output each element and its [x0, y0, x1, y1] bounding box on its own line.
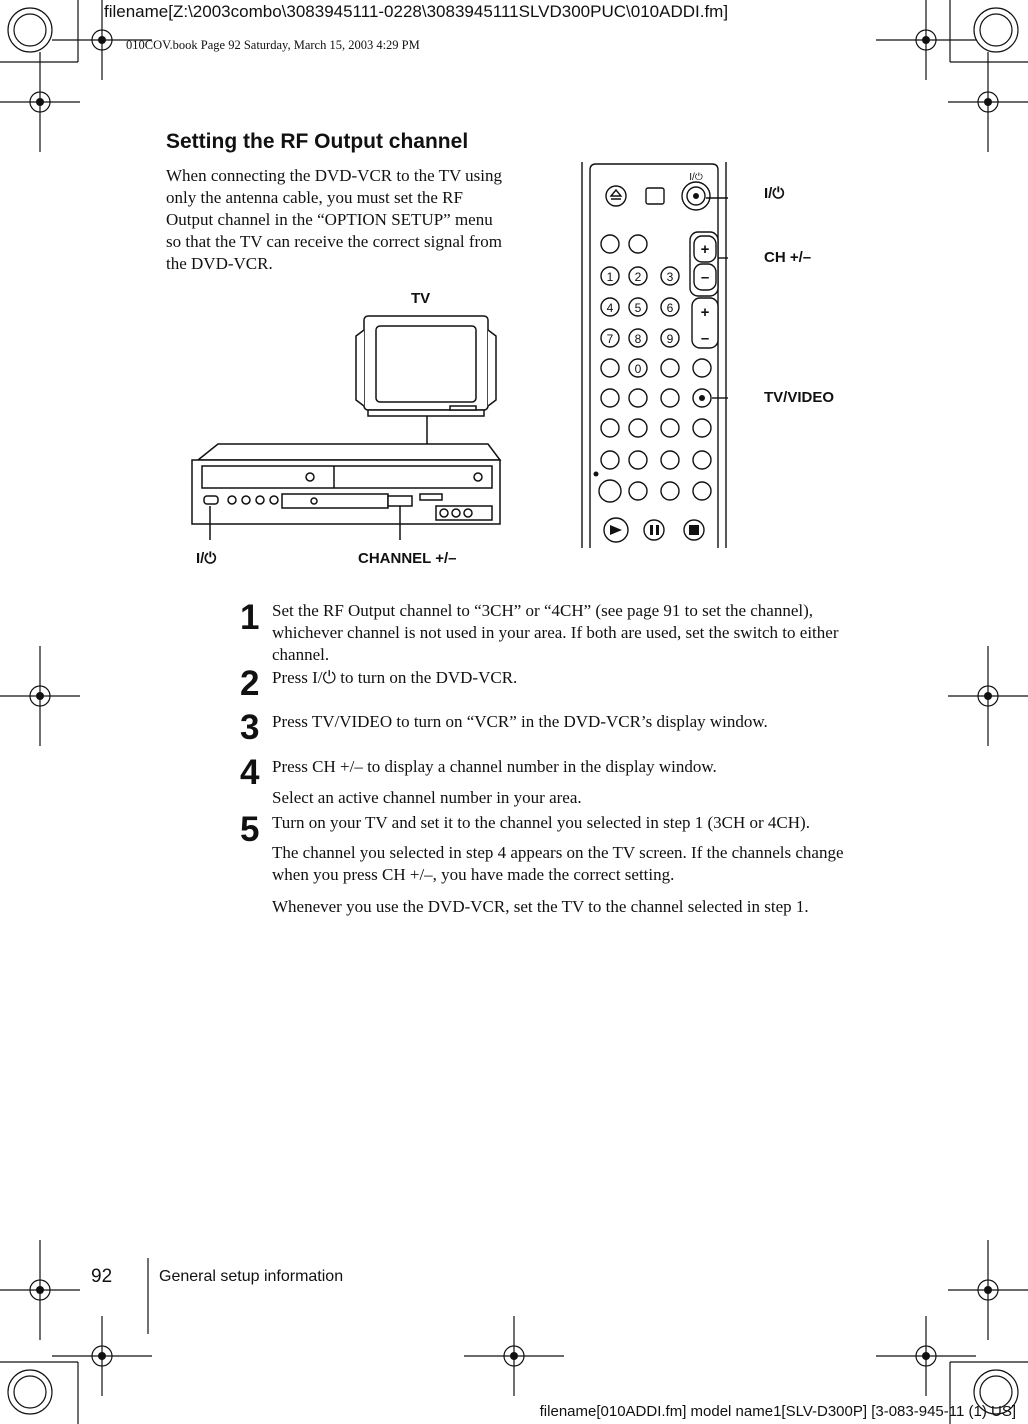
remote-digit: 3	[666, 270, 674, 284]
section-title: Setting the RF Output channel	[166, 130, 469, 153]
remote-minus: –	[700, 269, 710, 286]
remote-power-symbol: I/⏻	[689, 172, 703, 183]
intro-paragraph: When connecting the DVD-VCR to the TV using only the antenna cable, you must set the RF Output channel in the “OPTION SETUP” menu so that the TV can receive the correct signal from the DVD-VCR.	[166, 166, 503, 273]
remote-digit: 2	[634, 270, 642, 284]
step-text: Press CH +/– to display a channel number in the display window.	[272, 757, 717, 776]
remote-digit: 9	[666, 332, 674, 346]
step-note: Whenever you use the DVD-VCR, set the TV to the channel selected in step 1.	[272, 897, 809, 916]
remote-plus: +	[700, 304, 710, 321]
step-number: 2	[240, 664, 260, 703]
power-label: I/⏻	[196, 550, 217, 567]
tv-dvd-vcr-illustration	[188, 310, 508, 540]
remote-control-illustration	[578, 158, 728, 550]
step-number: 4	[240, 753, 260, 792]
remote-digit: 0	[634, 362, 642, 376]
step-number: 5	[240, 810, 260, 849]
step-number: 1	[240, 598, 260, 637]
remote-digit: 5	[634, 301, 642, 315]
remote-tv-video-label: TV/VIDEO	[764, 389, 835, 406]
tv-label: TV	[411, 290, 431, 307]
remote-digit: 6	[666, 301, 674, 315]
remote-ch-label: CH +/–	[764, 249, 812, 266]
step-text: Set the RF Output channel to “3CH” or “4CH” (see page 91 to set the channel), whichever channel is not used in your area. If both are used, set the switch to either channel.	[272, 601, 839, 664]
step-note: The channel you selected in step 4 appears on the TV screen. If the channels change when you press CH +/–, you have made the correct setting.	[272, 843, 844, 884]
step-note: Select an active channel number in your area.	[272, 788, 582, 807]
footer-section-name: General setup information	[159, 1268, 344, 1285]
remote-digit: 8	[634, 332, 642, 346]
step-number: 3	[240, 708, 260, 747]
page-number: 92	[91, 1266, 113, 1287]
remote-minus: –	[700, 330, 710, 347]
channel-label: CHANNEL +/–	[358, 550, 457, 567]
header-filename: filename[Z:\2003combo\3083945111-0228\3083945111SLVD300PUC\010ADDI.fm]	[104, 2, 729, 21]
remote-digit: 1	[606, 270, 614, 284]
footer-filename: filename[010ADDI.fm] model name1[SLV-D300P] [3-083-945-11 (1) US]	[539, 1403, 1016, 1420]
step-text: Press TV/VIDEO to turn on “VCR” in the DVD-VCR’s display window.	[272, 712, 768, 731]
remote-digit: 4	[606, 301, 614, 315]
remote-power-label: I/⏻	[764, 185, 785, 202]
step-text: Turn on your TV and set it to the channel you selected in step 1 (3CH or 4CH).	[272, 813, 810, 832]
remote-digit: 7	[606, 332, 614, 346]
book-info: 010COV.book Page 92 Saturday, March 15, 2003 4:29 PM	[126, 38, 420, 52]
step-text: Press I/⏻ to turn on the DVD-VCR.	[272, 668, 518, 687]
remote-plus: +	[700, 241, 710, 258]
